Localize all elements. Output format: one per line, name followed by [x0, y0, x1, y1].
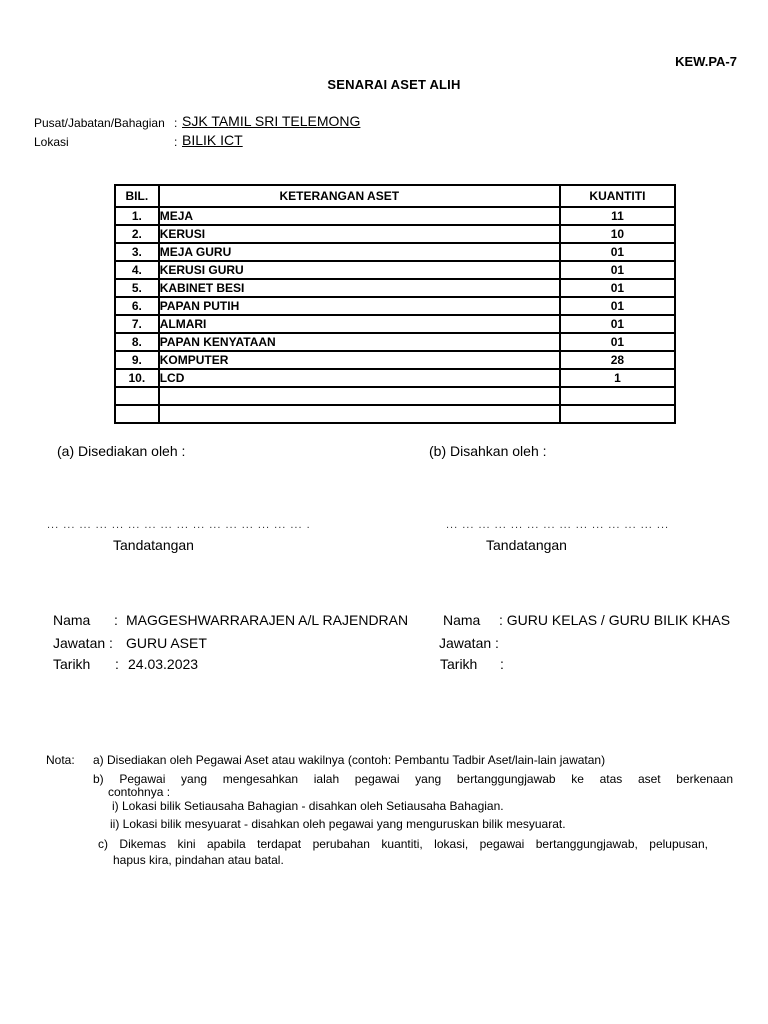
right-date-label: Tarikh [440, 656, 478, 672]
table-row [115, 369, 675, 387]
row-qty: 01 [560, 297, 675, 315]
table-row-empty [115, 405, 675, 423]
col-bil-header: BIL. [115, 185, 159, 207]
row-desc: KERUSI [159, 225, 560, 243]
row-desc: MEJA GURU [159, 243, 560, 261]
row-bil: 5. [115, 279, 159, 297]
notes-label: Nota: [46, 753, 75, 767]
row-bil: 1. [115, 207, 159, 225]
note-b-line2: contohnya : [108, 785, 171, 799]
left-name-label: Nama [53, 612, 91, 628]
row-bil: 3. [115, 243, 159, 261]
note-c-line1: c) Dikemas kini apabila terdapat perubahan kuantiti, lokasi, pegawai bertanggungjawab, pelupusan, [98, 837, 708, 851]
notes-section [46, 752, 736, 868]
table-row [115, 351, 675, 369]
left-position-value: GURU ASET [126, 635, 207, 651]
row-desc: KOMPUTER [159, 351, 560, 369]
signature-label-right: Tandatangan [486, 537, 567, 553]
table-row [115, 207, 675, 225]
row-qty: 01 [560, 333, 675, 351]
right-position-label: Jawatan : [439, 635, 499, 651]
table-row-empty [115, 387, 675, 405]
row-desc: MEJA [159, 207, 560, 225]
table-row [115, 333, 675, 351]
left-date-value: 24.03.2023 [128, 656, 199, 672]
row-qty [560, 387, 675, 405]
note-a: a) Disediakan oleh Pegawai Aset atau wakilnya (contoh: Pembantu Tadbir Aset/lain-lain jawatan) [93, 753, 606, 767]
row-qty: 10 [560, 225, 675, 243]
signature-label-left: Tandatangan [113, 537, 194, 553]
note-b-i: i) Lokasi bilik Setiausaha Bahagian - disahkan oleh Setiausaha Bahagian. [112, 799, 504, 813]
right-date-colon: : [500, 656, 504, 672]
right-name-value: : GURU KELAS / GURU BILIK KHAS [499, 612, 731, 628]
dept-colon: : [174, 116, 178, 130]
left-name-colon: : [114, 612, 118, 628]
row-qty: 1 [560, 369, 675, 387]
table-row [115, 243, 675, 261]
left-date-label: Tarikh [53, 656, 91, 672]
row-bil: 8. [115, 333, 159, 351]
row-qty: 01 [560, 279, 675, 297]
row-desc: ALMARI [159, 315, 560, 333]
form-code: KEW.PA-7 [675, 54, 737, 69]
note-b-ii: ii) Lokasi bilik mesyuarat - disahkan oleh pegawai yang menguruskan bilik mesyuarat. [110, 817, 566, 831]
left-date-colon: : [115, 656, 119, 672]
document-title: SENARAI ASET ALIH [327, 77, 461, 92]
row-bil [115, 387, 159, 405]
left-name-value: MAGGESHWARRARAJEN A/L RAJENDRAN [126, 612, 409, 628]
col-qty-header: KUANTITI [560, 185, 675, 207]
dept-label: Pusat/Jabatan/Bahagian [34, 116, 165, 130]
row-bil: 10. [115, 369, 159, 387]
row-desc [159, 387, 560, 405]
row-qty: 11 [560, 207, 675, 225]
asset-table [114, 184, 676, 424]
row-desc [159, 405, 560, 423]
row-bil: 2. [115, 225, 159, 243]
location-colon: : [174, 135, 178, 149]
table-row [115, 279, 675, 297]
note-c-line2: hapus kira, pindahan atau batal. [113, 853, 284, 867]
row-bil: 9. [115, 351, 159, 369]
table-row [115, 315, 675, 333]
row-desc: PAPAN KENYATAAN [159, 333, 560, 351]
table-row [115, 297, 675, 315]
table-row [115, 225, 675, 243]
row-desc: PAPAN PUTIH [159, 297, 560, 315]
row-bil [115, 405, 159, 423]
row-desc: LCD [159, 369, 560, 387]
row-qty [560, 405, 675, 423]
row-bil: 7. [115, 315, 159, 333]
row-qty: 01 [560, 243, 675, 261]
row-bil: 6. [115, 297, 159, 315]
signature-line-right: ... ... ... ... ... ... ... ... ... ... ... ... ... ... [446, 519, 670, 531]
location-value: BILIK ICT [182, 132, 243, 148]
table-row [115, 261, 675, 279]
signature-line-left: ... ... ... ... ... ... ... ... ... ... ... ... ... ... ... ... . [47, 519, 311, 531]
note-b-line1: b) Pegawai yang mengesahkan ialah pegawai yang bertanggungjawab ke atas aset berkenaan [93, 772, 733, 786]
row-desc: KABINET BESI [159, 279, 560, 297]
approved-by-label: (b) Disahkan oleh : [429, 443, 547, 459]
row-bil: 4. [115, 261, 159, 279]
dept-value: SJK TAMIL SRI TELEMONG [182, 113, 361, 129]
row-qty: 01 [560, 315, 675, 333]
col-desc-header: KETERANGAN ASET [159, 185, 560, 207]
left-position-label: Jawatan : [53, 635, 113, 651]
table-header-row [115, 185, 675, 207]
row-qty: 01 [560, 261, 675, 279]
location-label: Lokasi [34, 135, 69, 149]
row-qty: 28 [560, 351, 675, 369]
right-name-label: Nama [443, 612, 481, 628]
row-desc: KERUSI GURU [159, 261, 560, 279]
prepared-by-label: (a) Disediakan oleh : [57, 443, 186, 459]
